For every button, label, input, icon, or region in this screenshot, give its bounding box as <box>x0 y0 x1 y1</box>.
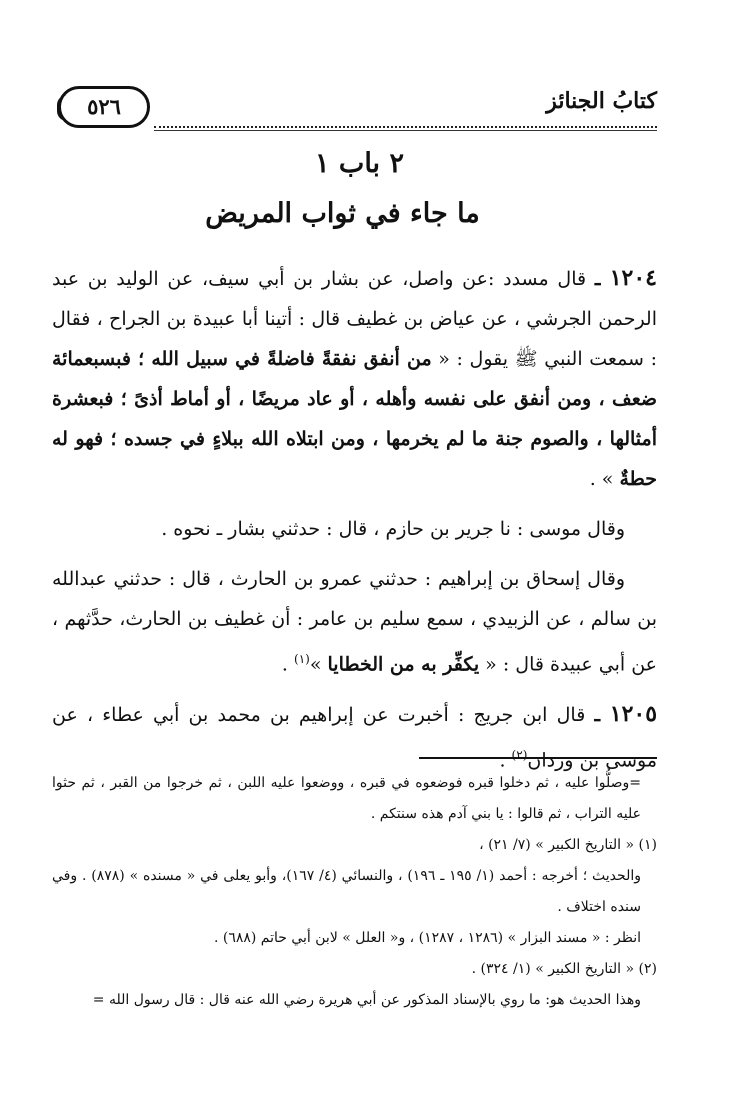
hadith-number: ١٢٠٤ <box>609 265 657 291</box>
hadith-end: » . <box>589 468 620 490</box>
main-text <box>52 258 657 781</box>
hadith-separator: ـ <box>594 268 610 290</box>
header-dotted-rule <box>154 126 657 128</box>
musa-narration: وقال موسى : نا جرير بن حازم ، قال : حدثني بشار ـ نحوه . <box>161 518 625 540</box>
hadith-matn: من أنفق نفقةً فاضلةً في سبيل الله ؛ فبسبعمائة ضعف ، ومن أنفق على نفسه وأهله ، أو عاد مريضًا ، أو أماط أذىً ؛ فبعشرة أمثالها ، والصوم جنة ما لم يخرمها ، ومن ابتلاه الله ببلاءٍ في جسده ؛ فهو له حطةٌ <box>52 348 657 490</box>
hadith-end: . <box>499 749 512 772</box>
page-number: ٥٢٦ <box>58 86 150 128</box>
book-title: كتابُ الجنائز <box>546 88 657 114</box>
footnote-2: (٢) « التاريخ الكبير » (١/ ٣٢٤) . <box>471 961 657 977</box>
hadith-separator: ـ <box>594 704 610 727</box>
page-header <box>58 86 657 132</box>
hadith-text: قال ابن جريج : أخبرت عن إبراهيم بن محمد بن أبي عطاء ، عن موسى بن وردان <box>52 704 657 772</box>
footnote-marker-2[interactable]: (٢) <box>511 748 528 763</box>
footnote-divider <box>419 757 657 759</box>
hadith-number: ١٢٠٥ <box>609 701 658 728</box>
footnotes <box>52 768 657 1016</box>
footnote-2-text: وهذا الحديث هو: ما روي بالإسناد المذكور عن أبي هريرة رضي الله عنه قال : قال رسول الله = <box>92 992 641 1008</box>
header-solid-rule <box>154 130 657 131</box>
hadith-isnad: قال مسدد :عن واصل، عن بشار بن أبي سيف، عن الوليد بن عبد الرحمن الجرشي ، عن عياض بن غطيف قال : أتينا أبا عبيدة بن الجراح ، فقال : سمعت النبي ﷺ يقول : « <box>52 268 658 370</box>
footnote-1-takhrij: والحديث ؛ أخرجه : أحمد (١/ ١٩٥ ـ ١٩٦) ، والنسائي (٤/ ١٦٧)، وأبو يعلى في « مسنده » (٨٧٨) . وفي سنده اختلاف . <box>52 868 641 915</box>
footnote-marker-1[interactable]: (١) <box>294 652 310 666</box>
footnote-1-see-also: انظر : « مسند البزار » (١٢٨٦ ، ١٢٨٧) ، و« العلل » لابن أبي حاتم (٦٨٨) . <box>213 930 641 946</box>
ishaq-isnad: وقال إسحاق بن إبراهيم : حدثني عمرو بن الحارث ، قال : حدثني عبدالله بن سالم ، عن الزبيدي ، سمع سليم بن عامر : أن غطيف بن الحارث، حدَّثهم ، عن أبي عبيدة قال : « <box>52 568 657 676</box>
footnote-continuation: =وصلُّوا عليه ، ثم دخلوا قبره فوضعوه في قبره ، ووضعوا عليه اللبن ، ثم خرجوا من القبر ، ثم حثوا عليه التراب ، ثم قالوا : يا بني آدم هذه سنتكم . <box>52 775 641 822</box>
chapter-heading: ٢ باب ١ <box>315 148 404 179</box>
chapter-title: ما جاء في ثواب المريض <box>205 198 480 229</box>
ishaq-end: . <box>281 653 294 676</box>
ishaq-close: » <box>309 653 328 676</box>
hadith-1204 <box>52 258 657 499</box>
footnote-1: (١) « التاريخ الكبير » (٧/ ٢١) ، <box>479 837 657 853</box>
ishaq-matn: يكفِّر به من الخطايا <box>327 653 480 676</box>
ishaq-narration <box>52 559 657 684</box>
